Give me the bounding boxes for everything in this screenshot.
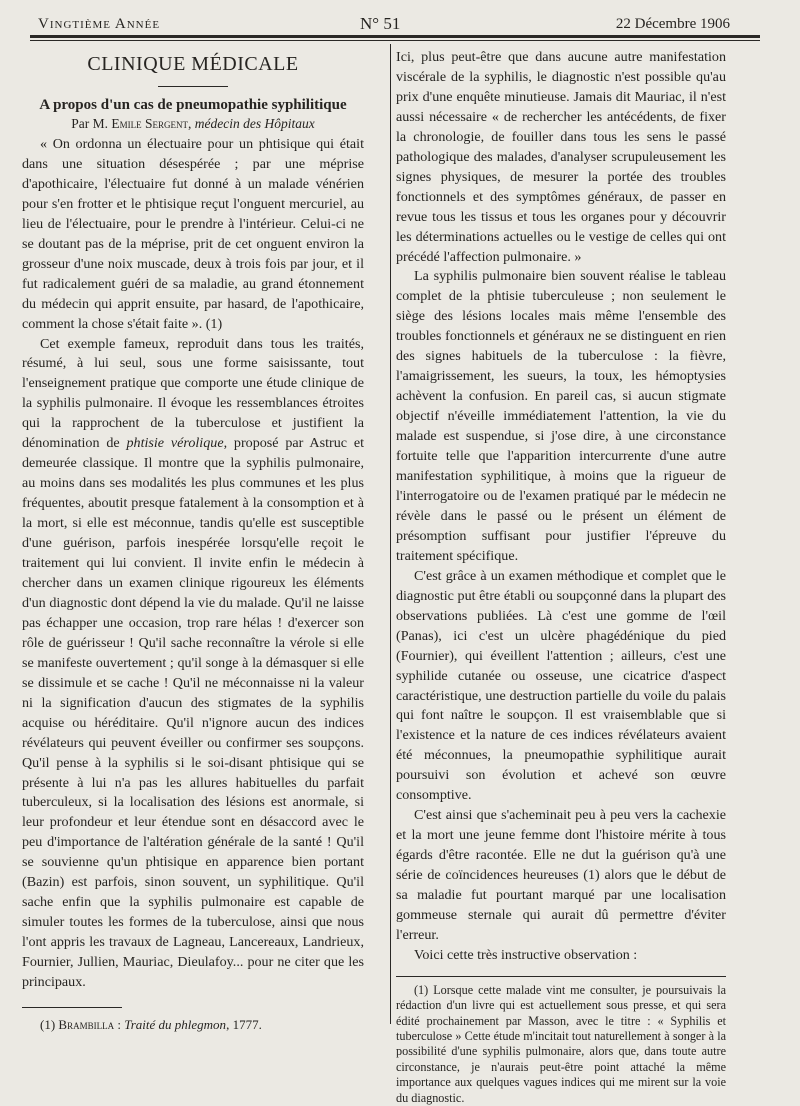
page-header (30, 10, 730, 34)
byline-author: Emile Sergent (111, 116, 189, 131)
footnote-left-year: , 1777. (226, 1016, 262, 1032)
footnote-rule-right (396, 976, 726, 977)
article-title: A propos d'un cas de pneumopathie syphilitique (39, 97, 347, 113)
paragraph-quote: « On ordonna un électuaire pour un phtisique qui était dans une situation désespérée ; par une méprise d'apothicaire, l'électuaire fut donné à un malade vénérien pour s'en frotter et le phtisique reçut l'onguent mercuriel, au lieu de l'électuaire, pour le prendre à l'intérieur. Celui-ci ne se doutant pas de la méprise, prit de cet onguent environ la grosseur d'une noix muscade, deux à trois fois par jour, et il fut radicalement guéri de sa maladie, au grand étonnement du médecin qui apprit ensuite, par hasard, de l'apothicaire, comment la chose s'était faite ». (1) (22, 136, 364, 332)
column-divider (390, 44, 391, 1024)
left-column (22, 48, 364, 1034)
article-byline: Par M. Emile Sergent, médecin des Hôpitaux (71, 116, 315, 131)
paragraph-diagnosis: Ici, plus peut-être que dans aucune autre manifestation viscérale de la syphilis, le diagnostic n'est possible qu'au prix d'une enquête minutieuse. Jamais dit Mauriac, il n'est aussi nécessaire « de rechercher les antécédents, de fixer la chronologie, de fouiller dans tous les sens le passé pathologique des malades, d'analyser scrupuleusement les signes physiques, de mesurer la portée des troubles fonctionnels et des symptômes généraux, de passer en revue tous les tissus et tous les organes pour y découvrir les déterminations actuelles ou le vestige de celles qui ont précédé l'affection pulmonaire. » (396, 49, 726, 265)
footnote-rule-left (22, 1007, 122, 1008)
right-column (396, 48, 726, 1106)
byline-prefix: Par M. (71, 116, 112, 131)
byline-role: médecin des Hôpitaux (194, 116, 315, 131)
paragraph-case-intro: C'est ainsi que s'acheminait peu à peu vers la cachexie et la mort une jeune femme dont l'histoire mérite à tous égards d'être racontée. Elle ne dut la guérison qu'à une série de coïncidences heureuses (1) alors que le début de sa maladie fut pourtant marqué par une localisation gommeuse sternale qui aurait dû permettre d'éviter l'erreur. (396, 807, 726, 943)
header-date: 22 Décembre 1906 (615, 16, 730, 32)
section-title: CLINIQUE MÉDICALE (87, 53, 299, 75)
paragraph-examen: C'est grâce à un examen méthodique et complet que le diagnostic put être établi ou soupçonné dans la plupart des observations publiées. Là c'est une gomme de l'œil (Panas), ici c'est un ulcère phagédénique du pied (Fournier), qui éveillent l'attention ; ailleurs, c'est une syphilide cutanée ou osseuse, une cicatrice d'aspect caractéristique, une destruction partielle du voile du palais qui font naître le soupçon. Il est vraisemblable que si l'existence et la nature de ces indices révélateurs avaient été méconnues, la pneumopathie syphilitique aurait poursuivi son évolution et achevé son œuvre consomptive. (396, 567, 726, 804)
paragraph-body (22, 335, 364, 993)
header-rule-thick (30, 35, 760, 38)
footnote-left (22, 1016, 364, 1034)
footnote-left-title: Traité du phlegmon (124, 1016, 227, 1032)
paragraph-body-emphasis: phtisie vérolique (126, 435, 224, 452)
paragraph-observation: Voici cette très instructive observation : (414, 946, 638, 963)
footnote-left-ref: (1) (40, 1016, 59, 1032)
paragraph-body-part-a: Cet exemple fameux, reproduit dans tous les traités, résumé, à lui seul, sous une forme saisissante, tout l'enseignement pratique que comporte une étude clinique de la syphilis pulmonaire. Il évoque les ressemblances étroites qui la rapprochent de la tuberculose et justifient la dénomination de (22, 335, 364, 452)
header-issue-number: N° 51 (360, 14, 401, 33)
section-title-rule (158, 86, 228, 87)
footnote-left-author: Brambilla (58, 1016, 115, 1032)
header-volume: Vingtième Année (38, 16, 161, 32)
footnote-right: (1) Lorsque cette malade vint me consulter, je poursuivais la rédaction d'un livre qui est actuellement sous presse, et qui sera édité prochainement par Masson, avec le titre : « Syphilis et tuberculose » Cette étude m'incitait tout naturellement à songer à la possibilité d'une syphilis pulmonaire, alors que, dans toute autre circonstance, je n'aurais peut-être point attaché la même importance aux quelques vagues indices qui me mirent sur la voie du diagnostic. (396, 982, 726, 1105)
paragraph-tableau: La syphilis pulmonaire bien souvent réalise le tableau complet de la phtisie tuberculeuse ; non seulement le siège des lésions locales mais même l'ensemble des troubles fonctionnels et généraux ne se distinguent en rien des signes habituels de la tuberculose : la fièvre, l'amaigrissement, les sueurs, la toux, les hémoptysies achèvent la confusion. En pareil cas, si aucun stigmate objectif n'éveille immédiatement l'attention, la vie du malade est suspendue, si j'ose dire, à une circonstance fortuite telle que l'apparition intercurrente d'une autre manifestation syphilitique, à moins que la rigueur de l'interrogatoire ou de l'examen pratiqué par le médecin ne révèle dans le passé ou le présent un élément de présomption suffisant pour justifier l'épreuve du traitement spécifique. (396, 268, 726, 564)
paragraph-body-part-b: , proposé par Astruc et demeurée classique. Il montre que la syphilis pulmonaire, au moins dans ses modalités les plus communes et les plus fréquentes, aboutit presque fatalement à la consomption et à la mort, si elle est méconnue, tandis qu'elle est susceptible d'une guérison, parfois inespérée lorsqu'elle reçoit le traitement qui lui convient. Il invite enfin le médecin à chercher dans un examen clinique rigoureux les éléments d'un diagnostic dont dépend la vie du malade. Qu'il ne laisse pas échapper une occasion, trop rare hélas ! d'exercer son rôle de guérisseur ! Qu'il sache reconnaître la vérole si elle se manifeste ouvertement ; qu'il songe à la démasquer si elle se dissimule et se cache ! Qu'il ne méconnaisse ni la valeur ni la signification d'aucun des stigmates de la syphilis acquise ou héréditaire. Qu'il n'ignore aucun des indices révélateurs qui peuvent éveiller ou confirmer ses soupçons. Qu'il pense à la syphilis si le soi-disant phtisique qui se présente à lui n'a pas les allures habituelles du parfait tuberculeux, si la localisation des lésions est anormale, si leur profondeur et leur étendue sont en désaccord avec le peu d'importance de l'altération générale de la santé ! Qu'il se souvienne qu'un phtisique en apparence bien portant (Bazin) est parfois, sinon souvent, un syphilitique. Qu'il sache enfin que la syphilis pulmonaire est capable de simuler toutes les formes de la tuberculose, ainsi que nous l'ont appris les travaux de Lagneau, Lancereaux, Landrieux, Fournier, Jullien, Mauriac, Dieulafoy... pour ne citer que les principaux. (22, 435, 364, 991)
header-rule-thin (30, 40, 760, 41)
footnote-left-sep: : (114, 1016, 125, 1032)
